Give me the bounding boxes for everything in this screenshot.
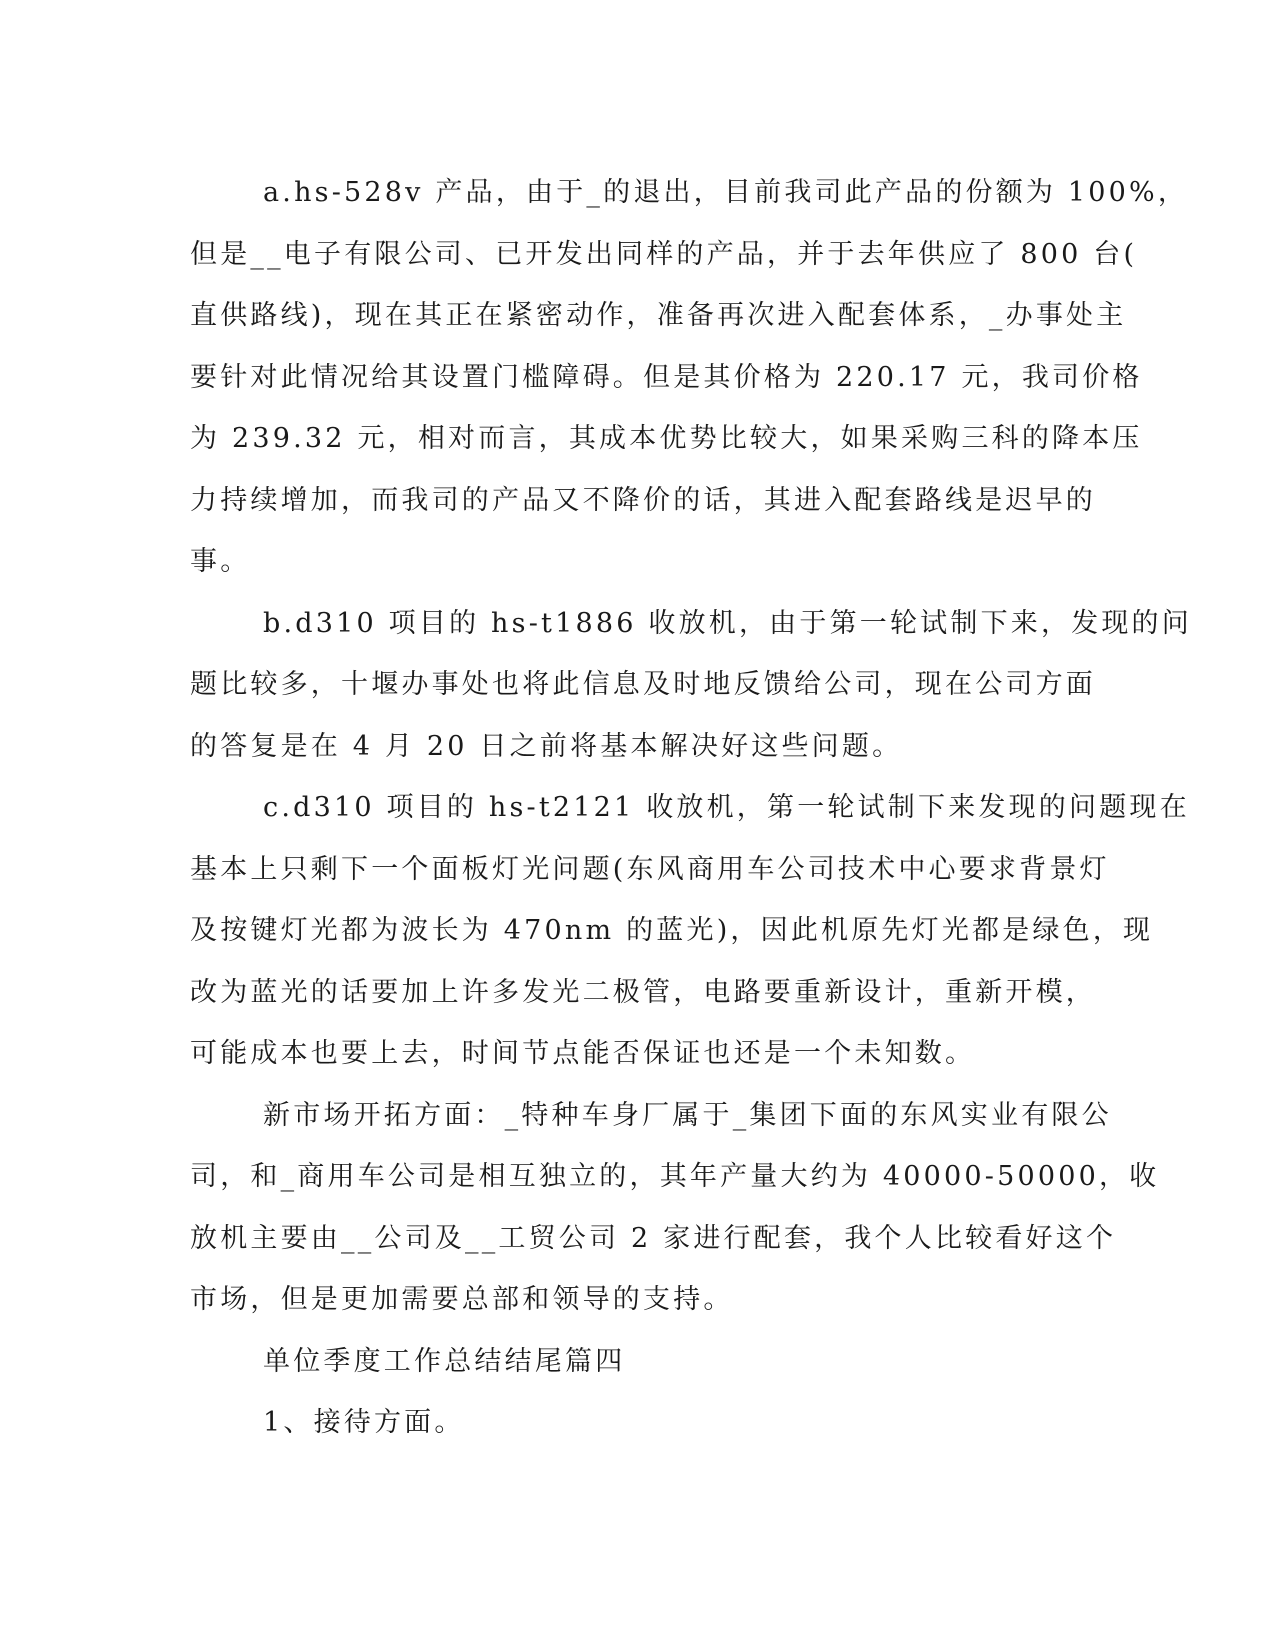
text-line: 放机主要由__公司及__工贸公司 2 家进行配套，我个人比较看好这个 — [190, 1222, 1117, 1254]
section-heading: 单位季度工作总结结尾篇四 — [263, 1345, 626, 1377]
text-line: 要针对此情况给其设置门槛障碍。但是其价格为 220.17 元，我司价格 — [190, 361, 1143, 393]
text-line: 力持续增加，而我司的产品又不降价的话，其进入配套路线是迟早的 — [190, 484, 1096, 516]
text-line: 但是__电子有限公司、已开发出同样的产品，并于去年供应了 800 台( — [190, 238, 1138, 270]
text-line: b.d310 项目的 hs-t1886 收放机，由于第一轮试制下来，发现的问 — [263, 607, 1192, 639]
text-line: 的答复是在 4 月 20 日之前将基本解决好这些问题。 — [190, 730, 903, 762]
text-line: 直供路线)，现在其正在紧密动作，准备再次进入配套体系，_办事处主 — [190, 300, 1127, 331]
text-line: 司，和_商用车公司是相互独立的，其年产量大约为 40000-50000，收 — [190, 1161, 1160, 1192]
text-line: 为 239.32 元，相对而言，其成本优势比较大，如果采购三科的降本压 — [190, 423, 1143, 454]
text-line: 题比较多，十堰办事处也将此信息及时地反馈给公司，现在公司方面 — [190, 669, 1096, 700]
text-line: 改为蓝光的话要加上许多发光二极管，电路要重新设计，重新开模， — [190, 976, 1096, 1008]
text-line: 及按键灯光都为波长为 470nm 的蓝光)，因此机原先灯光都是绿色，现 — [190, 915, 1154, 946]
text-line: 新市场开拓方面：_特种车身厂属于_集团下面的东风实业有限公 — [263, 1099, 1112, 1131]
list-item: 1、接待方面。 — [263, 1407, 465, 1438]
text-line: a.hs-528v 产品，由于_的退出，目前我司此产品的份额为 100%， — [263, 177, 1189, 208]
text-line: 可能成本也要上去，时间节点能否保证也还是一个未知数。 — [190, 1038, 976, 1069]
text-line: 市场，但是更加需要总部和领导的支持。 — [190, 1284, 734, 1315]
text-line: 事。 — [190, 546, 251, 577]
text-line: c.d310 项目的 hs-t2121 收放机，第一轮试制下来发现的问题现在 — [263, 792, 1190, 823]
document-body — [190, 162, 1192, 1454]
text-line: 基本上只剩下一个面板灯光问题(东风商用车公司技术中心要求背景灯 — [190, 853, 1110, 885]
